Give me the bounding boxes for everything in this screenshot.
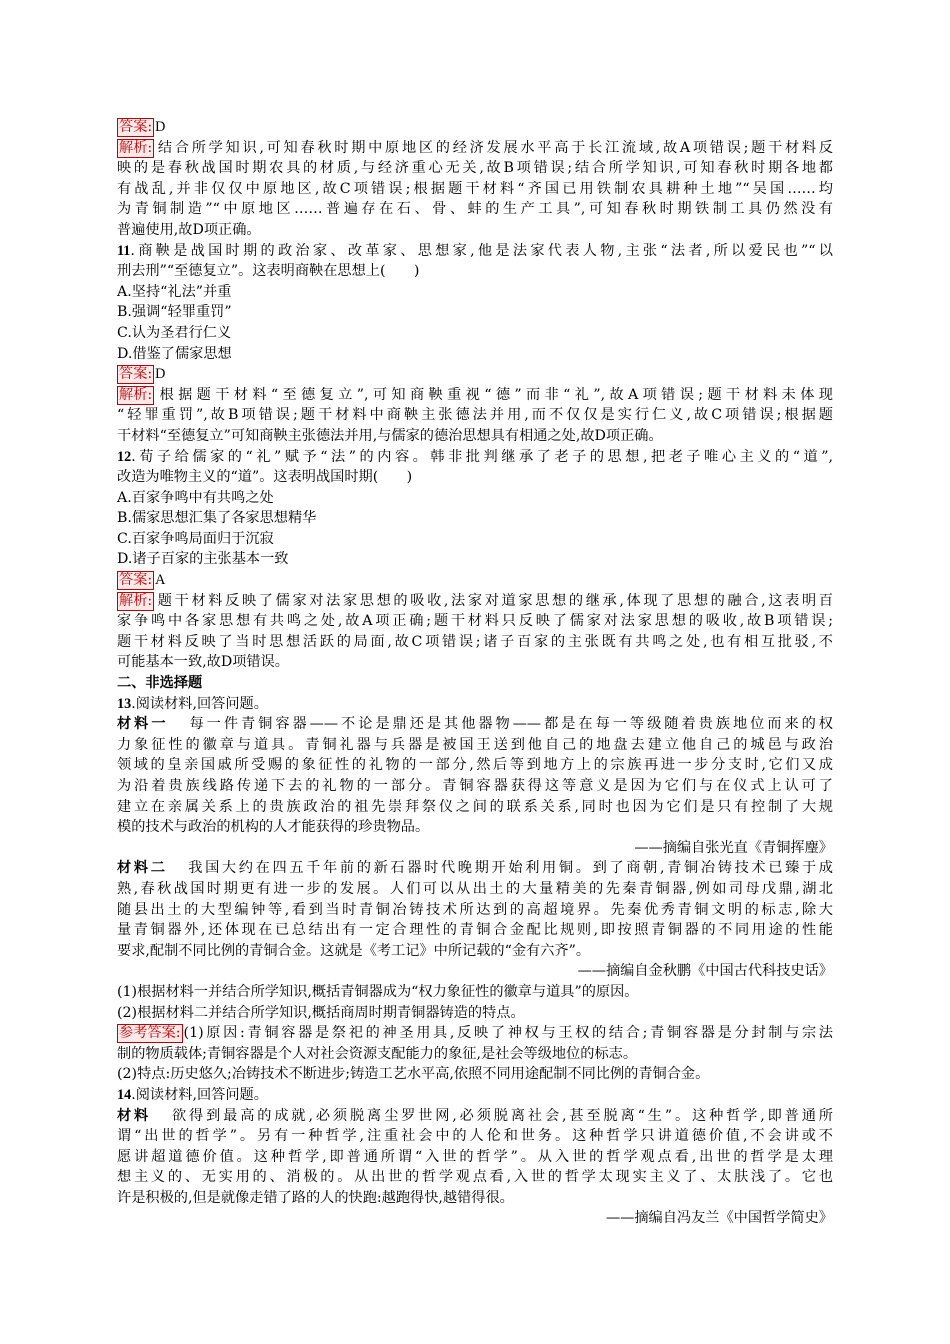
- q11-answer-line: [117, 364, 833, 385]
- material-source: ——摘编自金秋鹏《中国古代科技史话》: [577, 963, 833, 980]
- material-line: 许是积极的,但是就像走错了路的人的快跑:越跑得快,越错得很。: [117, 1189, 514, 1206]
- material-line: 建立在亲属关系上的贵族政治的祖先崇拜祭仪之间的联系关系,同时也因为它们是只有控制了大规: [117, 798, 833, 815]
- sub-question: (1)根据材料一并结合所学知识,概括青铜器成为“权力象征性的徽章与道具”的原因。: [117, 983, 639, 1000]
- question-intro: [117, 1085, 833, 1106]
- intro-text: .阅读材料,回答问题。: [131, 1086, 268, 1103]
- stem-text: .商鞅是战国时期的政治家、改革家、思想家,他是法家代表人物,主张“法者,所以爱民也”“以: [130, 242, 833, 259]
- analysis-line: 为青铜制造”“中原地区……普遍存在石、骨、蚌的生产工具”,可知春秋时期铁制工具仍然没有: [117, 201, 833, 218]
- material-text: 每一件青铜容器——不论是鼎还是其他器物——都是在每一等级随着贵族地位而来的权: [186, 716, 833, 733]
- analysis-line: [117, 385, 833, 406]
- answer-value: D: [155, 366, 166, 383]
- material-line: [117, 714, 833, 735]
- question-stem-line: [117, 241, 833, 262]
- document-page: [117, 117, 833, 1229]
- analysis-line: [117, 591, 833, 612]
- question-intro: [117, 694, 833, 715]
- option-a: A.坚持“礼法”并重: [117, 283, 232, 300]
- material-line: [117, 858, 833, 879]
- question-number: 12: [117, 448, 132, 465]
- reference-answer-line: 制的物质载体;青铜容器是个人对社会资源支配能力的象征,是社会等级地位的标志。: [117, 1045, 638, 1062]
- reference-answer-text: (1)原因:青铜容器是祭祀的神圣用具,反映了神权与王权的结合;青铜容器是分封制与宗法: [183, 1025, 833, 1042]
- material-label: 材料: [117, 1107, 152, 1124]
- material-line: 愿讲超道德价值。这种哲学,即普通所谓“入世的哲学”。从入世的哲学观点看,出世的哲学是太理: [117, 1148, 833, 1165]
- material-line: 力象征性的徽章与道具。青铜礼器与兵器是被国王送到他自己的地盘去建立他自己的城邑与政治: [117, 736, 833, 753]
- option-d: D.诸子百家的主张基本一致: [117, 551, 289, 568]
- material-line: 谓“出世的哲学”。另有一种哲学,注重社会中的人伦和世务。这种哲学只讲道德价值,不会讲或不: [117, 1128, 833, 1145]
- material-line: 随县出土的大型编钟等,看到当时青铜冶铸技术所达到的高超境界。先秦优秀青铜文明的标志,除大: [117, 901, 833, 918]
- sub-question: (2)根据材料二并结合所学知识,概括商周时期青铜器铸造的特点。: [117, 1004, 525, 1021]
- intro-text: .阅读材料,回答问题。: [131, 695, 268, 712]
- material-source: ——摘编自张光直《青铜挥麈》: [634, 839, 833, 856]
- material-line: 熟,春秋战国时期更有进一步的发展。人们可以从出土的大量精美的先秦青铜器,例如司母戊鼎,湖北: [117, 880, 833, 897]
- reference-answer-line: [117, 1023, 833, 1044]
- analysis-text: 根据题干材料“至德复立”,可知商鞅重视“德”而非“礼”,故A项错误;题干材料未体现: [155, 386, 833, 403]
- q10-answer-line: [117, 117, 833, 138]
- material-line: 想主义的、无实用的、消极的。从出世的哲学观点看,入世的哲学太现实主义了、太肤浅了。它也: [117, 1169, 833, 1186]
- option-b: B.强调“轻罪重罚”: [117, 304, 232, 321]
- analysis-line: [117, 138, 833, 159]
- q12-answer-line: [117, 570, 833, 591]
- analysis-line: 映的是春秋战国时期农具的材质,与经济重心无关,故B项错误;结合所学知识,可知春秋时期各地都: [117, 160, 833, 177]
- material-line: 要求,配制不同比例的青铜合金。这就是《考工记》中所记载的“金有六齐”。: [117, 942, 591, 959]
- reference-answer-tag: 参考答案:: [119, 1025, 181, 1042]
- option-c: C.认为圣君行仁义: [117, 324, 232, 341]
- material-line: 领域的皇亲国戚所受赐的象征性的礼物的一部分,然后等到地方上的宗族再进一步分支时,它们又成: [117, 757, 833, 774]
- stem-text: .荀子给儒家的“礼”赋予“法”的内容。韩非批判继承了老子的思想,把老子唯心主义的“道”,: [131, 448, 833, 465]
- reference-answer-line: (2)特点:历史悠久;冶铸技术不断进步;铸造工艺水平高,依照不同用途配制不同比例的青铜合金。: [117, 1066, 710, 1083]
- analysis-tag: 解析:: [119, 139, 153, 156]
- material-line: [117, 1106, 833, 1127]
- answer-tag: 答案:: [119, 366, 153, 383]
- material-text: 我国大约在四五千年前的新石器时代晚期开始利用铜。到了商朝,青铜冶铸技术已臻于成: [185, 860, 833, 877]
- material-line: 模的技术与政治的机构的人才能获得的珍贵物品。: [117, 819, 430, 836]
- material-label: 材料一: [117, 716, 169, 733]
- analysis-line: 普遍使用,故D项正确。: [117, 221, 261, 238]
- question-stem-line: 刑去刑”“至德复立”。这表明商鞅在思想上( ): [117, 263, 420, 280]
- analysis-text: 结合所学知识,可知春秋时期中原地区的经济发展水平高于长江流域,故A项错误;题干材料反: [155, 139, 833, 156]
- material-line: 量青铜器外,还体现在已总结出有一定合理性的青铜合金配比规则,即按照青铜器的不同用途的性能: [117, 922, 833, 939]
- analysis-line: 干材料“至德复立”可知商鞅主张德法并用,与儒家的德治思想具有相通之处,故D项正确。: [117, 427, 663, 444]
- answer-tag: 答案:: [119, 572, 153, 589]
- option-d: D.借鉴了儒家思想: [117, 345, 232, 362]
- analysis-line: 题干材料反映了当时思想活跃的局面,故C项错误;诸子百家的主张既有共鸣之处,也有相互批驳,不: [117, 633, 833, 650]
- material-line: 为沿着贵族线路传递下去的礼物的一部分。青铜容器获得这等意义是因为它们与在仪式上认可了: [117, 778, 833, 794]
- analysis-tag: 解析:: [119, 592, 153, 609]
- question-number: 11: [117, 242, 131, 259]
- analysis-tag: 解析:: [119, 386, 153, 403]
- question-number: 13: [117, 695, 132, 712]
- material-label: 材料二: [117, 860, 168, 877]
- analysis-line: “轻罪重罚”,故B项错误;题干材料中商鞅主张德法并用,而不仅仅是实行仁义,故C项错误;根据题: [117, 407, 833, 424]
- analysis-line: 可能基本一致,故D项错误。: [117, 654, 289, 671]
- answer-tag: 答案:: [119, 119, 153, 135]
- answer-value: D: [155, 119, 166, 135]
- analysis-line: 家争鸣中各家思想有共鸣之处,故A项正确;题干材料只反映了儒家对法家思想的吸收,故B项错误;: [117, 613, 833, 630]
- question-stem-line: [117, 447, 833, 468]
- option-a: A.百家争鸣中有共鸣之处: [117, 489, 274, 506]
- question-number: 14: [117, 1086, 132, 1103]
- analysis-line: 有战乱,并非仅仅中原地区,故C项错误;根据题干材料“齐国已用铁制农具耕种土地”“吴国……均: [117, 180, 833, 197]
- material-text: 欲得到最高的成就,必须脱离尘罗世网,必须脱离社会,甚至脱离“生”。这种哲学,即普通所: [169, 1107, 833, 1124]
- analysis-text: 题干材料反映了儒家对法家思想的吸收,法家对道家思想的继承,体现了思想的融合,这表明百: [155, 592, 833, 609]
- answer-value: A: [155, 572, 166, 589]
- option-b: B.儒家思想汇集了各家思想精华: [117, 510, 317, 527]
- material-source: ——摘编自冯友兰《中国哲学简史》: [605, 1210, 833, 1227]
- question-stem-line: 改造为唯物主义的“道”。这表明战国时期( ): [117, 469, 413, 486]
- option-c: C.百家争鸣局面归于沉寂: [117, 530, 274, 547]
- section-heading: 二、非选择题: [117, 675, 203, 692]
